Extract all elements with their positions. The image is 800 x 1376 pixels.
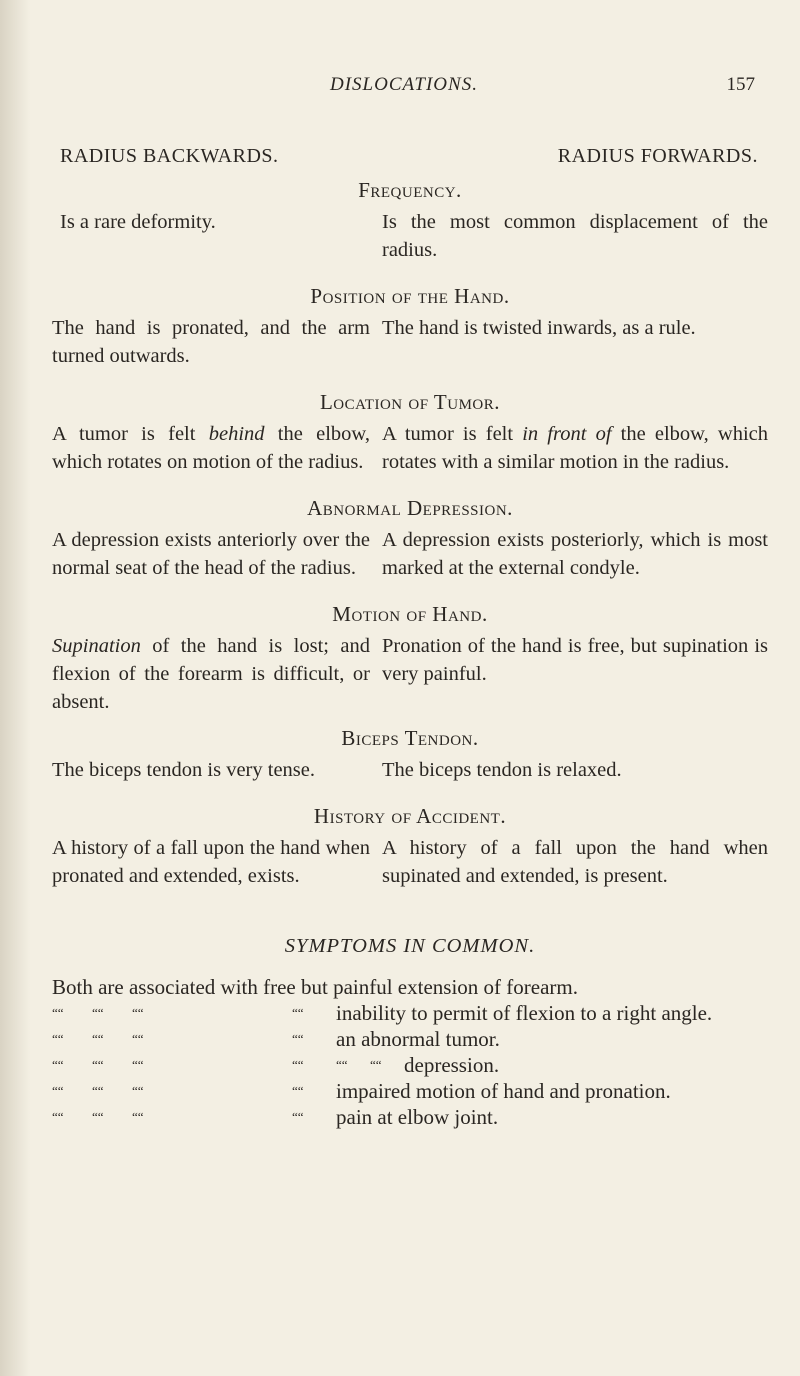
left-cell: [52, 420, 370, 476]
ditto-mark: ““: [92, 1031, 104, 1046]
ditto-mark: ““: [292, 1057, 304, 1072]
right-cell: Is the most common displacement of the radius.: [382, 211, 768, 261]
symptom-first-line: Both are associated with free but painful extension of forearm.: [52, 975, 578, 999]
right-cell: [382, 420, 768, 476]
ditto-mark: ““: [52, 1031, 64, 1046]
left-cell: [52, 632, 370, 716]
text-run: A tumor is felt: [382, 423, 523, 445]
section-row-motion: [52, 632, 768, 716]
ditto-mark: ““: [292, 1083, 304, 1098]
right-cell: The hand is twisted inwards, as a rule.: [382, 317, 696, 339]
right-cell: A depression exists posteriorly, which is most marked at the external condyle.: [382, 529, 768, 579]
emphasis-text: Supination: [52, 635, 141, 657]
symptom-line: [52, 1000, 768, 1026]
section-row-location: [52, 420, 768, 476]
symptom-line: [52, 1026, 768, 1052]
right-cell: A history of a fall upon the hand when supinated and extended, is present.: [382, 837, 768, 887]
symptom-list: [52, 1000, 768, 1130]
ditto-mark: ““: [292, 1005, 304, 1020]
left-column-heading: RADIUS BACKWARDS.: [60, 145, 279, 167]
ditto-mark: ““: [92, 1109, 104, 1124]
text-run: the elbow, which rotates with a similar motion in the radius.: [382, 423, 768, 473]
left-cell: The hand is pronated, and the arm turned outwards.: [52, 317, 370, 367]
section-title-frequency: Frequency.: [358, 178, 462, 202]
symptom-text: inability to permit of flexion to a right angle.: [336, 1001, 713, 1025]
section-title-depression: Abnormal Depression.: [307, 496, 513, 520]
ditto-mark: ““: [292, 1109, 304, 1124]
section-title-location: Location of Tumor.: [319, 390, 501, 414]
ditto-mark: ““: [132, 1109, 144, 1124]
left-cell: A history of a fall upon the hand when pronated and extended, exists.: [52, 837, 370, 887]
ditto-mark: ““: [52, 1057, 64, 1072]
section-title-biceps: Biceps Tendon.: [341, 726, 479, 750]
left-cell: Is a rare deformity.: [60, 211, 216, 233]
text-run: the elbow, which rotates on motion of the radius.: [52, 423, 370, 473]
ditto-mark: ““: [52, 1005, 64, 1020]
ditto-mark: ““: [92, 1005, 104, 1020]
section-row-position: [52, 314, 768, 370]
section-row-biceps: [52, 756, 768, 784]
ditto-mark: ““: [52, 1109, 64, 1124]
symptom-line: [52, 1104, 768, 1130]
section-title-history: History of Accident.: [313, 804, 507, 828]
section-title-motion: Motion of Hand.: [332, 602, 488, 626]
right-cell: Pronation of the hand is free, but supination is very painful.: [382, 635, 768, 685]
symptom-line: [52, 1078, 768, 1104]
right-column-heading: RADIUS FORWARDS.: [557, 145, 758, 167]
right-cell: The biceps tendon is relaxed.: [382, 759, 622, 781]
symptom-text: impaired motion of hand and pronation.: [336, 1079, 671, 1103]
section-row-history: [52, 834, 768, 890]
symptoms-title: SYMPTOMS IN COMMON.: [284, 935, 536, 957]
left-cell: A depression exists anteriorly over the normal seat of the head of the radius.: [52, 529, 370, 579]
column-headings: [52, 142, 768, 170]
ditto-mark: ““: [132, 1083, 144, 1098]
page-edge-shadow: [0, 0, 30, 1376]
ditto-mark: ““: [92, 1083, 104, 1098]
running-head: DISLOCATIONS.: [330, 74, 478, 95]
ditto-mark: ““: [132, 1057, 144, 1072]
page-content: [52, 142, 768, 1130]
text-run: of the hand is lost; and flexion of the forearm is difficult, or absent.: [52, 635, 370, 713]
ditto-mark: ““: [132, 1005, 144, 1020]
emphasis-text: in front of: [522, 423, 612, 445]
ditto-mark: ““: [370, 1057, 382, 1072]
ditto-mark: ““: [336, 1057, 348, 1072]
ditto-mark: ““: [92, 1057, 104, 1072]
section-row-frequency: [52, 208, 768, 264]
symptom-line: [52, 1052, 768, 1078]
text-run: A tumor is felt: [52, 423, 209, 445]
symptom-text: depression.: [404, 1053, 500, 1077]
section-title-position: Position of the Hand.: [310, 284, 510, 308]
ditto-mark: ““: [52, 1083, 64, 1098]
ditto-mark: ““: [292, 1031, 304, 1046]
ditto-mark: ““: [132, 1031, 144, 1046]
page-number: 157: [726, 74, 755, 95]
emphasis-text: behind: [208, 423, 265, 445]
symptom-text: pain at elbow joint.: [336, 1105, 499, 1129]
section-row-depression: [52, 526, 768, 582]
page-header: [0, 74, 800, 104]
symptom-text: an abnormal tumor.: [336, 1027, 500, 1051]
left-cell: The biceps tendon is very tense.: [52, 759, 316, 781]
